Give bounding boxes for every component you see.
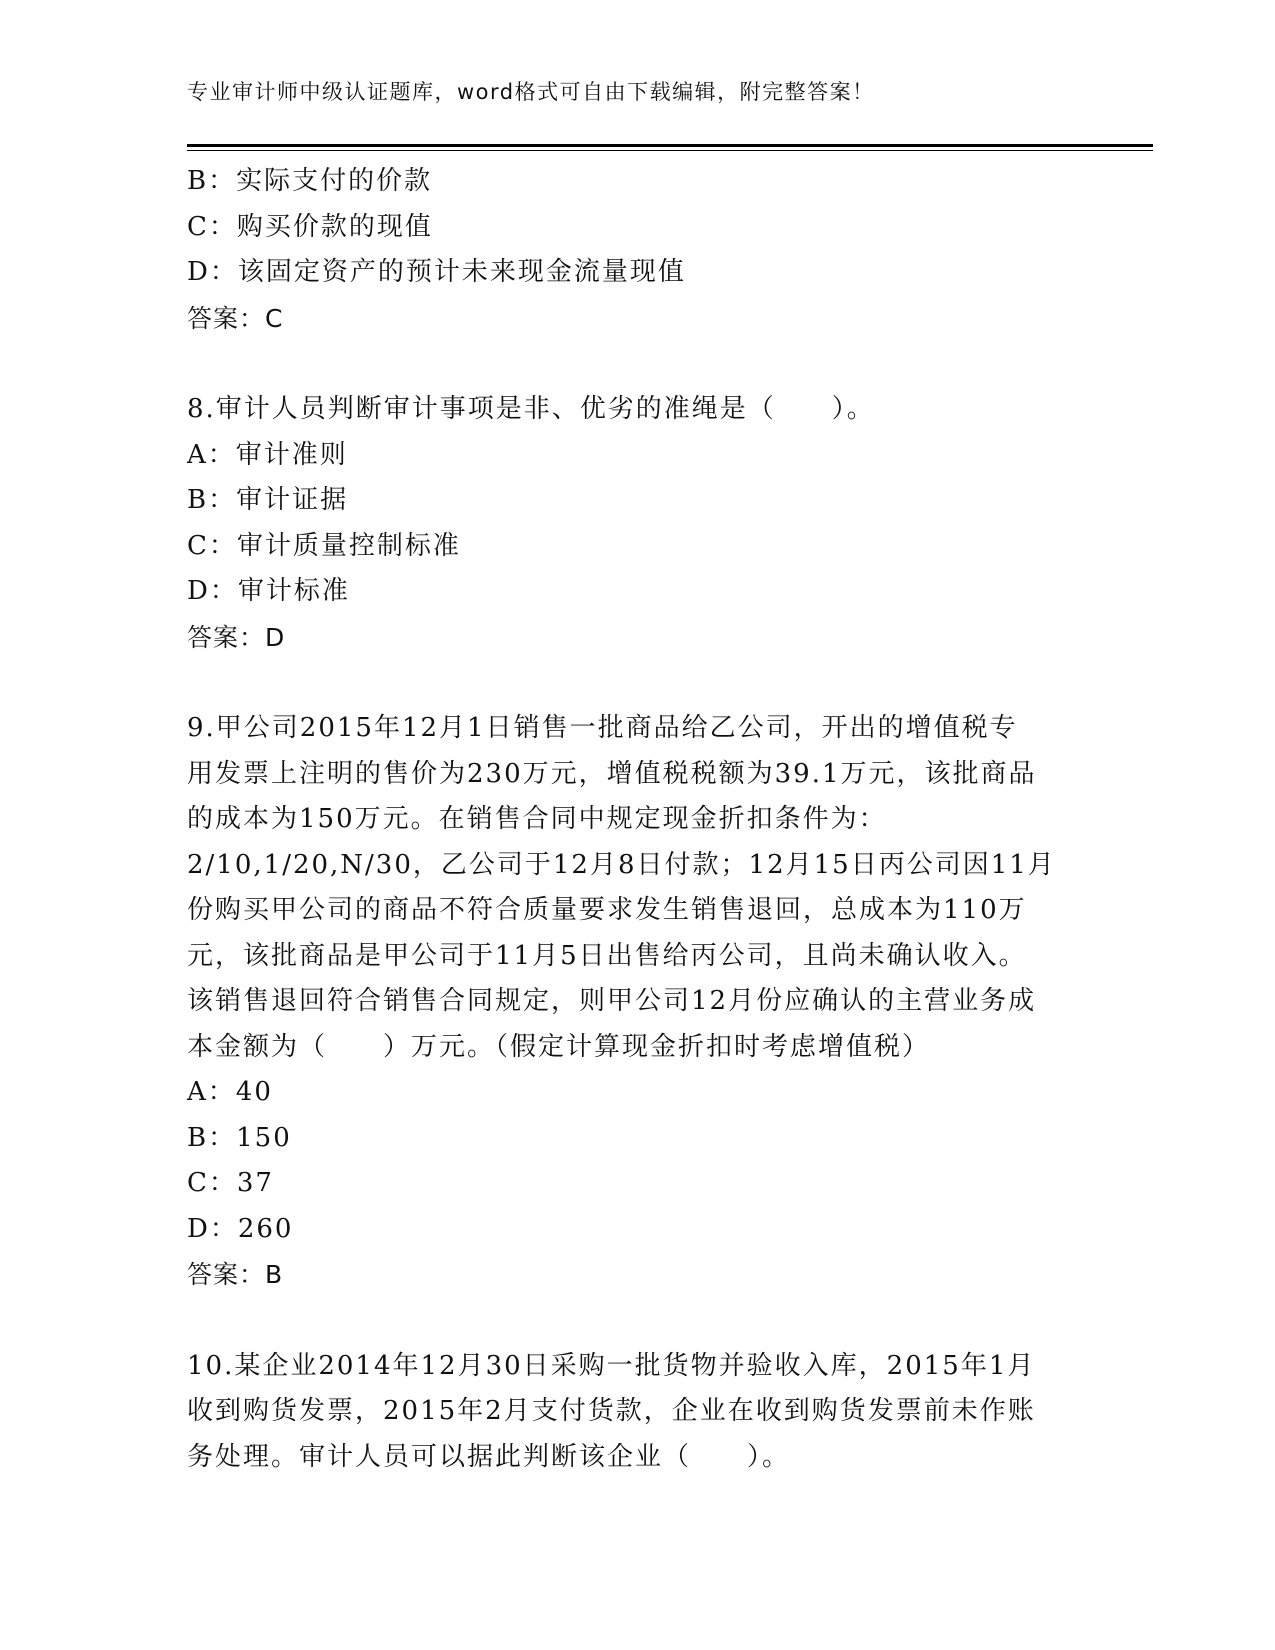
option-line: A：审计准则 [187, 439, 348, 470]
question-stem: 2/10,1/20,N/30，乙公司于12月8日付款；12月15日丙公司因11月 [187, 849, 1056, 880]
question-stem: 10.某企业2014年12月30日采购一批货物并验收入库，2015年1月 [187, 1350, 1036, 1381]
question-7-tail [187, 159, 1087, 341]
question-stem: 收到购货发票，2015年2月支付货款，企业在收到购货发票前未作账 [187, 1396, 1036, 1426]
question-stem: 9.甲公司2015年12月1日销售一批商品给乙公司，开出的增值税专 [187, 713, 1018, 743]
question-8 [187, 387, 1087, 660]
answer-line: 答案：D [187, 622, 286, 652]
spacer [187, 660, 1087, 706]
question-stem: 8.审计人员判断审计事项是非、优劣的准绳是（ ）。 [187, 394, 875, 424]
option-line: B：150 [187, 1122, 292, 1153]
header-rule-thick [187, 144, 1153, 147]
spacer [187, 341, 1087, 387]
question-stem: 份购买甲公司的商品不符合质量要求发生销售退回，总成本为110万 [187, 895, 1027, 925]
question-9 [187, 706, 1087, 1298]
spacer [187, 1298, 1087, 1344]
question-content [187, 159, 1087, 1480]
option-line: B：实际支付的价款 [187, 166, 433, 196]
option-line: A：40 [187, 1077, 273, 1107]
option-line: D：该固定资产的预计未来现金流量现值 [187, 257, 686, 287]
option-line: B：审计证据 [187, 485, 349, 515]
answer-line: 答案：C [187, 303, 284, 333]
option-line: D：260 [187, 1213, 294, 1244]
header-rule-thin [187, 150, 1153, 151]
option-line: D：审计标准 [187, 576, 350, 606]
question-stem: 用发票上注明的售价为230万元，增值税税额为39.1万元，该批商品 [187, 758, 1037, 789]
question-stem: 该销售退回符合销售合同规定，则甲公司12月份应确认的主营业务成 [187, 986, 1037, 1016]
option-line: C：审计质量控制标准 [187, 530, 461, 561]
question-stem: 本金额为（ ）万元。（假定计算现金折扣时考虑增值税） [187, 1031, 931, 1062]
question-stem: 元，该批商品是甲公司于11月5日出售给丙公司，且尚未确认收入。 [187, 940, 1027, 971]
question-stem: 务处理。审计人员可以据此判断该企业（ ）。 [187, 1441, 791, 1472]
option-line: C：37 [187, 1168, 274, 1198]
page-header: 专业审计师中级认证题库，word格式可自由下载编辑，附完整答案！ [187, 80, 875, 104]
answer-line: 答案：B [187, 1260, 284, 1289]
question-10 [187, 1344, 1087, 1481]
question-stem: 的成本为150万元。在销售合同中规定现金折扣条件为： [187, 804, 887, 834]
option-line: C：购买价款的现值 [187, 211, 433, 242]
